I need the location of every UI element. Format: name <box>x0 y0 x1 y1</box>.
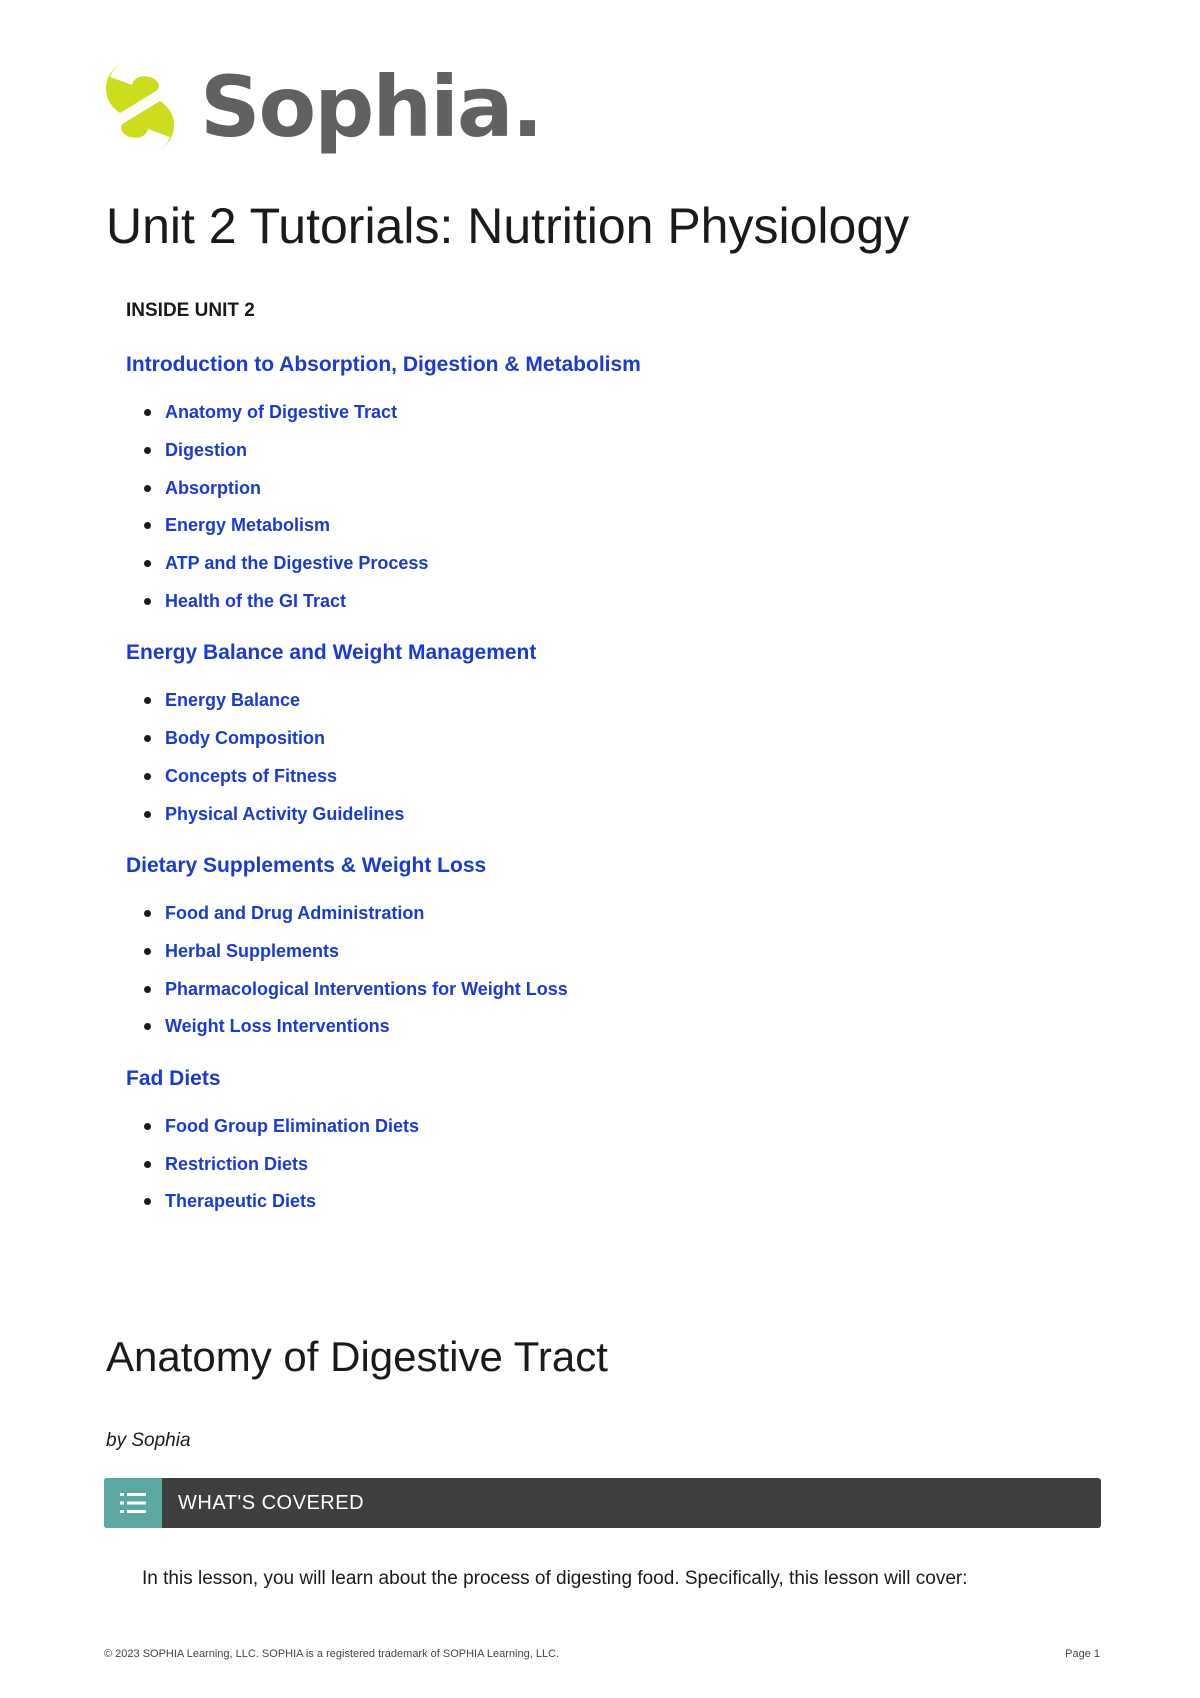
bullet-icon <box>144 447 151 454</box>
bullet-icon <box>144 1161 151 1168</box>
bullet-icon <box>144 1123 151 1130</box>
toc-section <box>126 851 1026 1046</box>
toc-link[interactable]: Digestion <box>165 440 248 461</box>
toc-link[interactable]: Energy Metabolism <box>165 515 331 536</box>
bullet-icon <box>144 697 151 704</box>
bullet-icon <box>144 811 151 818</box>
bullet-icon <box>144 910 151 917</box>
bullet-icon <box>144 1198 151 1205</box>
toc-section-heading[interactable]: Introduction to Absorption, Digestion & Metabolism <box>126 353 641 376</box>
footer-copyright: © 2023 SOPHIA Learning, LLC. SOPHIA is a registered trademark of SOPHIA Learning, LLC. <box>104 1648 560 1660</box>
unit-title: Unit 2 Tutorials: Nutrition Physiology <box>106 198 910 254</box>
bullet-icon <box>144 735 151 742</box>
toc-section <box>126 1064 1026 1221</box>
toc-list-item <box>144 545 1026 583</box>
toc-link[interactable]: Pharmacological Interventions for Weight Loss <box>165 978 568 999</box>
sophia-wordmark: Sophia. <box>200 58 542 156</box>
toc-section-heading[interactable]: Energy Balance and Weight Management <box>126 641 537 665</box>
byline: by Sophia <box>106 1430 191 1451</box>
toc-link[interactable]: Therapeutic Diets <box>165 1191 317 1212</box>
bullet-icon <box>144 986 151 993</box>
toc-list-item <box>144 469 1026 507</box>
toc-list-item <box>144 1108 1026 1146</box>
toc-list-item <box>144 394 1026 432</box>
toc-link[interactable]: Health of the GI Tract <box>165 590 347 611</box>
toc-link[interactable]: Energy Balance <box>165 690 301 711</box>
sophia-s-mark-icon <box>104 55 176 159</box>
toc-link[interactable]: ATP and the Digestive Process <box>165 553 429 574</box>
table-of-contents <box>126 350 1026 1239</box>
inside-unit-label: INSIDE UNIT 2 <box>126 300 255 321</box>
toc-link[interactable]: Food and Drug Administration <box>165 903 425 924</box>
toc-link[interactable]: Absorption <box>165 477 261 498</box>
bullet-icon <box>144 485 151 492</box>
toc-list-item <box>144 795 1026 833</box>
bullet-icon <box>144 773 151 780</box>
whats-covered-label: WHAT'S COVERED <box>178 1491 365 1514</box>
toc-list-item <box>144 682 1026 720</box>
toc-list-item <box>144 1183 1026 1221</box>
toc-section <box>126 350 1026 620</box>
whats-covered-banner <box>104 1478 1101 1528</box>
toc-list-item <box>144 720 1026 758</box>
bullet-icon <box>144 409 151 416</box>
bullet-icon <box>144 522 151 529</box>
toc-link[interactable]: Food Group Elimination Diets <box>165 1115 419 1136</box>
toc-list-item <box>144 758 1026 796</box>
toc-section <box>126 638 1026 833</box>
toc-list-item <box>144 1008 1026 1046</box>
toc-link[interactable]: Physical Activity Guidelines <box>165 803 405 824</box>
toc-list <box>126 682 1026 833</box>
bullet-icon <box>144 1023 151 1030</box>
bullet-icon <box>144 948 151 955</box>
toc-list-item <box>144 582 1026 620</box>
toc-link[interactable]: Anatomy of Digestive Tract <box>165 402 398 423</box>
toc-link[interactable]: Weight Loss Interventions <box>165 1016 390 1037</box>
toc-list-item <box>144 507 1026 545</box>
toc-link[interactable]: Concepts of Fitness <box>165 765 338 786</box>
lesson-title: Anatomy of Digestive Tract <box>106 1333 608 1380</box>
toc-link[interactable]: Restriction Diets <box>165 1153 309 1174</box>
toc-list <box>126 1108 1026 1221</box>
toc-list-item <box>144 895 1026 933</box>
sophia-logo <box>104 54 542 160</box>
toc-section-heading[interactable]: Dietary Supplements & Weight Loss <box>126 853 487 877</box>
bullet-icon <box>144 560 151 567</box>
toc-list <box>126 895 1026 1046</box>
toc-section-heading[interactable]: Fad Diets <box>126 1066 221 1090</box>
footer-page-number: Page 1 <box>1065 1648 1100 1660</box>
toc-list-item <box>144 1145 1026 1183</box>
toc-list-item <box>144 933 1026 971</box>
list-icon <box>104 1478 162 1528</box>
toc-list <box>126 394 1026 620</box>
bullet-icon <box>144 598 151 605</box>
toc-list-item <box>144 970 1026 1008</box>
lesson-intro: In this lesson, you will learn about the process of digesting food. Specifically, this lesson will cover: <box>142 1568 968 1589</box>
toc-link[interactable]: Body Composition <box>165 728 325 749</box>
toc-link[interactable]: Herbal Supplements <box>165 940 340 961</box>
toc-list-item <box>144 432 1026 470</box>
